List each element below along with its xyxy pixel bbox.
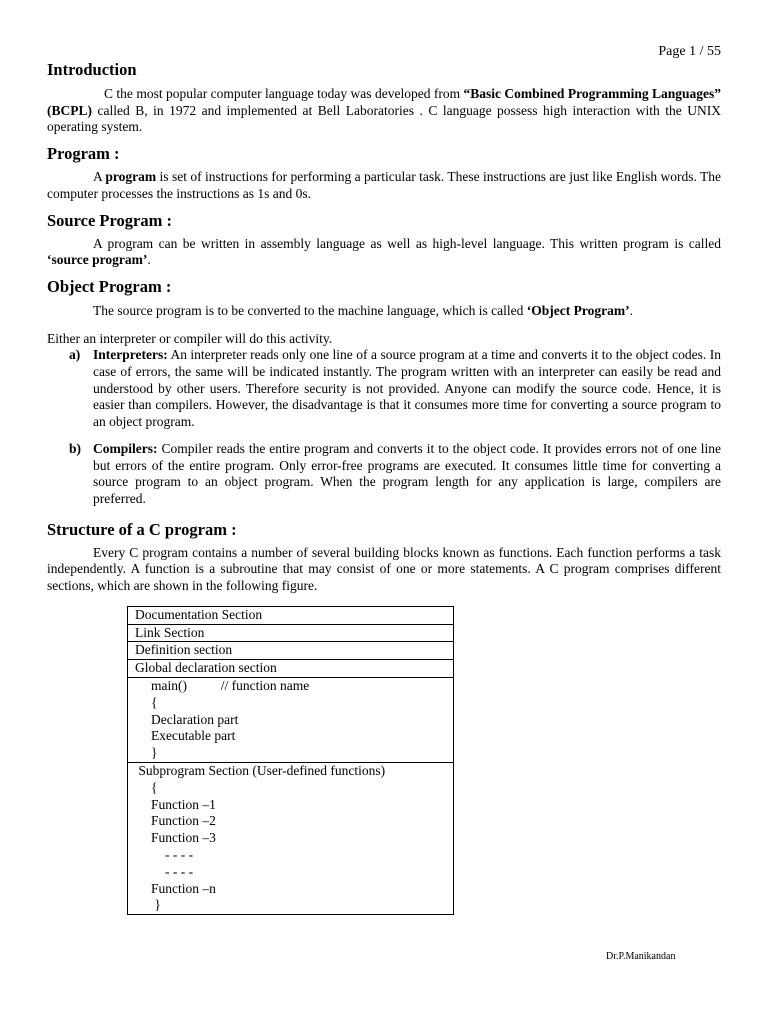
- sub-open-brace: {: [151, 779, 158, 795]
- documentation-section-cell: Documentation Section: [128, 606, 454, 624]
- declaration-part: Declaration part: [151, 711, 239, 727]
- main-close-brace: }: [151, 745, 158, 761]
- list-text: An interpreter reads only one line of a source program at a time and converts it to the object codes. In case of errors, the same will be indicated instantly. The program written with an interpreter can easily be read and understood by other users. Therefore security is not provided. Anyone can modify the source code. Hence, it is easier than compilers. However, the disadvantage is that it consumes more time for converting a source program to an object program.: [93, 347, 721, 430]
- definition-section-cell: Definition section: [128, 642, 454, 660]
- list-marker: a): [69, 347, 81, 363]
- sub-close-brace: }: [151, 897, 161, 913]
- list-term: Compilers:: [93, 440, 158, 456]
- global-declaration-cell: Global declaration section: [128, 660, 454, 678]
- program-paragraph: A program is set of instructions for performing a particular task. These instructions are just like English words. The computer processes the instructions as 1s and 0s.: [47, 169, 721, 201]
- executable-part: Executable part: [151, 728, 236, 744]
- function-3: Function –3: [151, 830, 216, 846]
- list-term: Interpreters:: [93, 347, 168, 363]
- main-open-brace: {: [151, 694, 158, 710]
- source-program-paragraph: A program can be written in assembly language as well as high-level language. This written program is called ‘source program’.: [47, 235, 721, 268]
- ellipsis-1: - - - -: [165, 846, 194, 862]
- subprogram-section-cell: [128, 762, 454, 914]
- translator-list: [47, 347, 721, 507]
- introduction-paragraph: C the most popular computer language today was developed from “Basic Combined Programming Languages” (BCPL) called B, in 1972 and implemented at Bell Laboratories . C language possess high interaction with the UNIX operating system.: [47, 86, 722, 135]
- link-section-cell: Link Section: [128, 624, 454, 642]
- structure-heading: Structure of a C program :: [47, 519, 237, 539]
- list-item-compilers: [47, 441, 721, 508]
- function-1: Function –1: [151, 796, 216, 812]
- main-function-cell: [128, 677, 454, 762]
- object-program-paragraph: The source program is to be converted to the machine language, which is called ‘Object Program’.: [93, 302, 633, 318]
- source-program-heading: Source Program :: [47, 210, 172, 230]
- object-program-heading: Object Program :: [47, 276, 172, 296]
- function-n: Function –n: [151, 880, 216, 896]
- document-body: [47, 60, 721, 915]
- c-program-structure-table: [127, 606, 454, 915]
- list-item-interpreters: [47, 347, 721, 431]
- interpreter-compiler-intro: Either an interpreter or compiler will do this activity.: [47, 330, 333, 346]
- author-footer: Dr.P.Manikandan: [606, 951, 676, 962]
- program-heading: Program :: [47, 144, 120, 164]
- subprogram-title: Subprogram Section (User-defined functions): [135, 762, 386, 778]
- page-number: Page 1 / 55: [658, 44, 721, 59]
- structure-paragraph: Every C program contains a number of several building blocks known as functions. Each function performs a task independently. A function is a subroutine that may consist of one or more statements. A C program comprises different sections, which are shown in the following figure.: [47, 544, 721, 594]
- list-marker: b): [69, 440, 82, 456]
- list-text: Compiler reads the entire program and converts it to the object code. It provides errors not of one line but errors of the entire program. Only error-free programs are executed. It consumes little time for converting a source program to an object program. When the program length for any application is large, compilers are preferred.: [93, 440, 721, 506]
- main-line: main() // function name: [151, 677, 310, 693]
- function-2: Function –2: [151, 813, 216, 829]
- introduction-heading: Introduction: [47, 60, 137, 79]
- ellipsis-2: - - - -: [165, 863, 194, 879]
